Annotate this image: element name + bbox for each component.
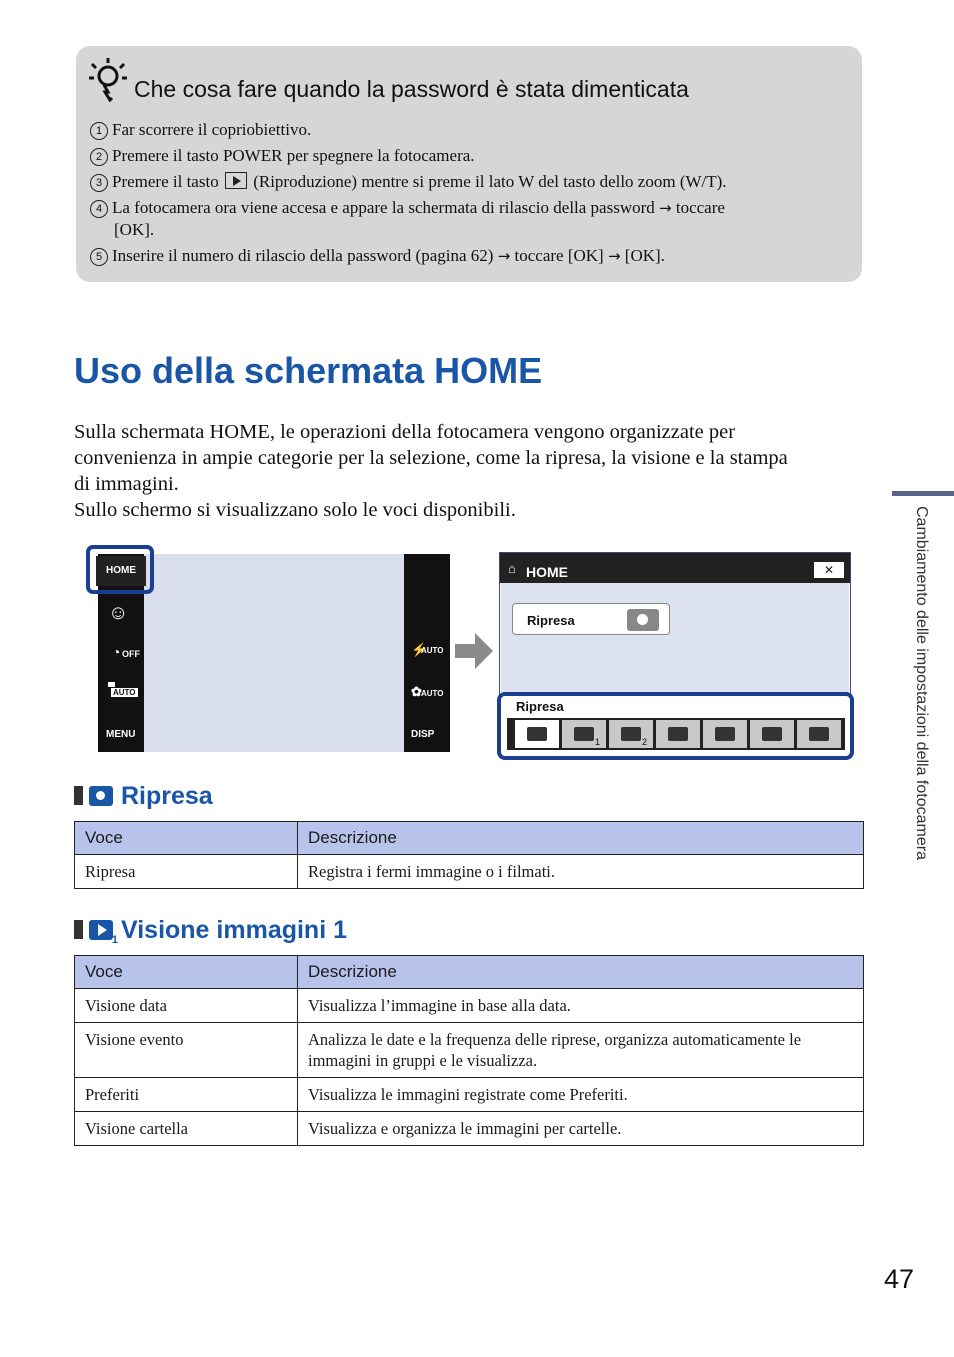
arrow-right-icon [455,631,495,671]
smile-icon: ☺ [108,602,129,624]
home-header: ⌂ HOME ✕ [500,553,850,583]
ripresa-table: Voce Descrizione Ripresa Registra i fermi immagine o i filmati. [74,821,864,889]
camera-viewfinder [144,554,404,752]
camera-icon [527,727,547,741]
disp-button[interactable]: DISP [411,729,435,740]
tab-memory[interactable] [750,720,794,748]
arrow-right-icon: → [659,199,672,217]
menu-button[interactable]: MENU [106,729,136,740]
macro-auto-icon[interactable]: ✿ AUTO [411,684,444,699]
tab-visione-2[interactable]: 2 [609,720,653,748]
memory-card-icon [762,727,782,741]
section-visione-title: 1 Visione immagini 1 [74,916,347,945]
scene-auto-icon[interactable]: AUTO [108,682,138,702]
tip-step-1: 1 Far scorrere il copriobiettivo. [90,119,311,140]
table-row: Visione data Visualizza l’immagine in base alla data. [75,989,864,1023]
playback-button-icon [225,172,247,189]
camera-icon [627,609,659,631]
close-button[interactable]: ✕ [814,562,844,578]
playback-icon: 1 [89,920,113,940]
people-icon [715,727,735,741]
tab-category-label: Ripresa [516,699,564,714]
tip-step-3: 3 Premere il tasto (Riproduzione) mentre si preme il lato W del tasto dello zoom (W/T). [90,171,727,192]
tab-slideshow[interactable] [703,720,747,748]
visione-table: Voce Descrizione Visione data Visualizza l’immagine in base alla data. Visione evento Analizza le date e la frequenza delle riprese, organizza automaticamente le immagini in gruppi e le visualizza. Preferiti Visualizza le immagini registrate come Preferiti. Visione cartella Visualizza e organizza le immagini per cartelle. [74,955,864,1146]
intro-text: Sulla schermata HOME, le operazioni della fotocamera vengono organizzate per convenienza in ampie categorie per la selezione, come la ripresa, la visione e la stampa di immagini. Sullo schermo si visualizzano solo le voci disponibili. [74,421,788,521]
table-row: Visione evento Analizza le date e la frequenza delle riprese, organizza automaticamente le immagini in gruppi e le visualizza. [75,1023,864,1078]
lightbulb-icon [88,56,128,102]
section-ripresa-title: Ripresa [74,782,213,811]
ripresa-button[interactable]: Ripresa [512,603,670,635]
tab-ripresa[interactable] [515,720,559,748]
print-icon [668,727,688,741]
toolbox-icon [809,727,829,741]
tab-print[interactable] [656,720,700,748]
self-timer-off-icon[interactable]: ◔ OFF [112,644,140,660]
arrow-right-icon: → [497,247,511,265]
tip-box [76,46,862,282]
category-tab-bar [507,718,845,750]
home-content [501,583,849,693]
playback-icon [621,727,641,741]
table-row: Visione cartella Visualizza e organizza le immagini per cartelle. [75,1112,864,1146]
flash-auto-icon[interactable]: ⚡ AUTO [411,642,444,657]
playback-icon [574,727,594,741]
tip-step-2: 2 Premere il tasto POWER per spegnere la fotocamera. [90,145,475,166]
home-button[interactable]: HOME [96,556,146,586]
tab-settings[interactable] [797,720,841,748]
table-row: Preferiti Visualizza le immagini registrate come Preferiti. [75,1078,864,1112]
arrow-right-icon: → [607,247,621,265]
home-highlight [86,545,154,594]
tab-visione-1[interactable]: 1 [562,720,606,748]
tip-step-5: 5 Inserire il numero di rilascio della password (pagina 62) → toccare [OK] → [OK]. [90,245,665,267]
page-number: 47 [884,1264,915,1294]
camera-icon [89,786,113,806]
home-icon: ⌂ [508,561,516,576]
table-row: Ripresa Registra i fermi immagine o i filmati. [75,855,864,889]
tip-title: Che cosa fare quando la password è stata dimenticata [134,76,689,102]
sidebar-marker [892,491,954,496]
sidebar-chapter-label: Cambiamento delle impostazioni della fotocamera [913,506,930,860]
tip-step-4: 4 La fotocamera ora viene accesa e appare la schermata di rilascio della password → toccare [OK]. [90,197,725,240]
page-title: Uso della schermata HOME [74,350,543,391]
